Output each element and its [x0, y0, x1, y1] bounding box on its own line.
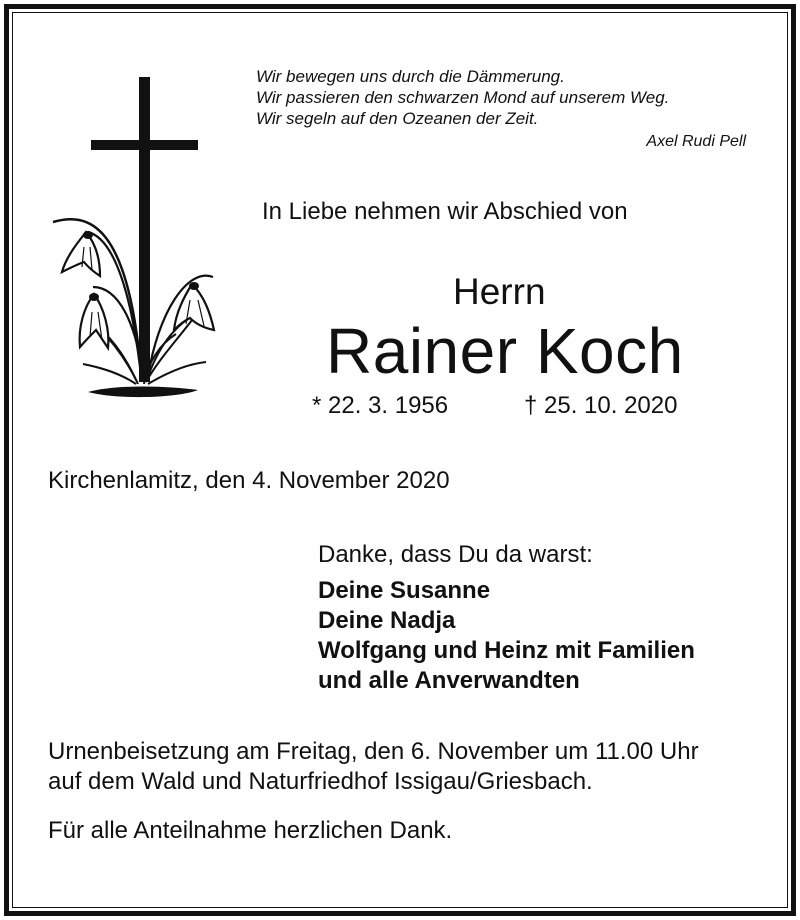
- quote-line-1: Wir bewegen uns durch die Dämmerung.: [256, 67, 565, 86]
- thanks-intro: Danke, dass Du da warst:: [318, 541, 593, 568]
- mourner-line: Deine Susanne: [318, 577, 491, 604]
- burial-line-2: auf dem Wald und Naturfriedhof Issigau/Griesbach.: [48, 768, 593, 795]
- mourner-line: Deine Nadja: [318, 607, 456, 634]
- quote-author: Axel Rudi Pell: [646, 133, 746, 150]
- closing-thanks: Für alle Anteilnahme herzlichen Dank.: [48, 817, 453, 844]
- mourner-line: Wolfgang und Heinz mit Familien: [318, 637, 695, 664]
- death-date: † 25. 10. 2020: [524, 392, 678, 419]
- birth-date: * 22. 3. 1956: [312, 392, 449, 419]
- deceased-name: Rainer Koch: [326, 315, 684, 387]
- place-and-date: Kirchenlamitz, den 4. November 2020: [48, 467, 450, 494]
- quote-line-3: Wir segeln auf den Ozeanen der Zeit.: [256, 109, 539, 128]
- farewell-intro: In Liebe nehmen wir Abschied von: [262, 198, 628, 225]
- burial-line-1: Urnenbeisetzung am Freitag, den 6. November um 11.00 Uhr: [48, 738, 699, 765]
- salutation: Herrn: [453, 271, 546, 312]
- mourners-list: [318, 576, 695, 696]
- burial-info: [48, 737, 699, 797]
- mourner-line: und alle Anverwandten: [318, 667, 580, 694]
- cross-with-snowdrops-icon: [48, 72, 223, 407]
- quote-line-2: Wir passieren den schwarzen Mond auf unserem Weg.: [256, 88, 670, 107]
